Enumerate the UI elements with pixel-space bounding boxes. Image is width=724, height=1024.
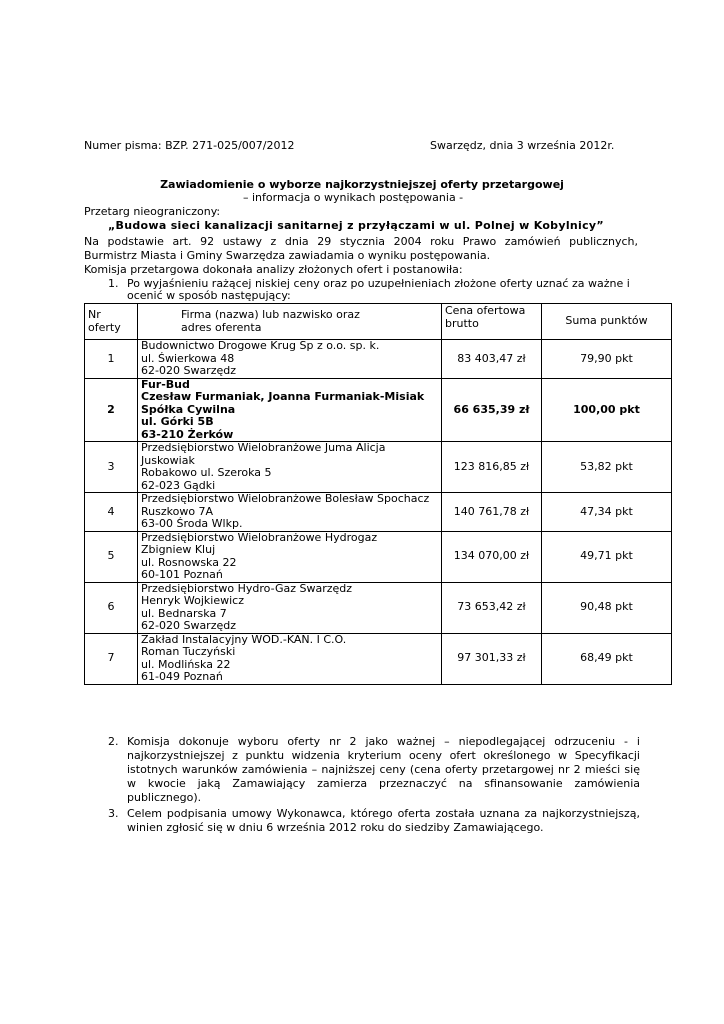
firm-line: 62-020 Swarzędz <box>141 364 236 377</box>
point-2-number: 2. <box>108 735 119 748</box>
row-points: 53,82 pkt <box>542 442 672 493</box>
firm-line: Fur-Bud <box>141 377 190 391</box>
row-price: 140 761,78 zł <box>442 493 542 532</box>
row-firm <box>138 582 442 633</box>
header-price-line-2: brutto <box>445 316 479 330</box>
firm-line: 62-020 Swarzędz <box>141 619 236 632</box>
row-nr: 6 <box>85 582 138 633</box>
header-price-line-1: Cena ofertowa <box>445 304 526 317</box>
header-nr-line-2: oferty <box>88 320 121 334</box>
firm-line: 60-101 Poznań <box>141 568 223 581</box>
tender-type: Przetarg nieograniczony: <box>84 205 221 218</box>
table-row <box>85 582 672 633</box>
table-row <box>85 442 672 493</box>
header-points: Suma punktów <box>542 304 672 340</box>
letter-number: Numer pisma: BZP. 271-025/007/2012 <box>84 139 295 152</box>
intro-line-3: Komisja przetargowa dokonała analizy złożonych ofert i postanowiła: <box>84 263 463 276</box>
header-firm-line-1: Firma (nazwa) lub nazwisko oraz <box>181 308 360 321</box>
intro-line-2: Burmistrz Miasta i Gminy Swarzędza zawiadamia o wyniku postępowania. <box>84 249 491 262</box>
row-price: 134 070,00 zł <box>442 531 542 582</box>
row-price: 66 635,39 zł <box>442 378 542 442</box>
firm-line: 63-210 Żerków <box>141 427 234 441</box>
point-3-text: Celem podpisania umowy Wykonawca, którego oferta została uznana za najkorzystniejszą, winien zgłosić się w dniu 6 września 2012 roku do siedziby Zamawiającego. <box>127 807 640 834</box>
point-2-text: Komisja dokonuje wyboru oferty nr 2 jako ważnej – niepodlegającej odrzuceniu - i najkorzystniejszej z punktu widzenia kryterium oceny ofert określonego w Specyfikacji istotnych warunków zamówienia – najniższej ceny (cena oferty przetargowej nr 2 mieści się w kwocie jaką Zamawiający zamierza przeznaczyć na sfinansowanie zamówienia publicznego). <box>127 735 640 804</box>
firm-line: Spółka Cywilna <box>141 402 236 416</box>
row-firm <box>138 442 442 493</box>
row-price: 97 301,33 zł <box>442 633 542 684</box>
header-firm <box>138 304 442 340</box>
row-points: 100,00 pkt <box>542 378 672 442</box>
row-price: 123 816,85 zł <box>442 442 542 493</box>
point-3-number: 3. <box>108 807 119 820</box>
row-points: 90,48 pkt <box>542 582 672 633</box>
header-price <box>442 304 542 340</box>
document-subtitle: – informacja o wynikach postępowania - <box>243 191 464 204</box>
firm-line: ul. Świerkowa 48 <box>141 351 235 365</box>
row-points: 79,90 pkt <box>542 340 672 379</box>
header-nr <box>85 304 138 340</box>
offers-table <box>84 303 672 685</box>
firm-line: ul. Górki 5B <box>141 415 214 428</box>
row-price: 73 653,42 zł <box>442 582 542 633</box>
table-row-selected <box>85 378 672 442</box>
table-row <box>85 493 672 532</box>
row-nr: 2 <box>85 378 138 442</box>
row-nr: 1 <box>85 340 138 379</box>
firm-line: ul. Rosnowska 22 <box>141 555 237 569</box>
firm-line: 63-00 Środa Wlkp. <box>141 517 243 530</box>
row-firm <box>138 493 442 532</box>
row-nr: 4 <box>85 493 138 532</box>
firm-line: 61-049 Poznań <box>141 670 223 683</box>
firm-line: Budownictwo Drogowe Krug Sp z o.o. sp. k. <box>141 339 380 352</box>
row-firm <box>138 633 442 684</box>
intro-line-1: Na podstawie art. 92 ustawy z dnia 29 stycznia 2004 roku Prawo zamówień publicznych, <box>84 235 638 248</box>
row-nr: 7 <box>85 633 138 684</box>
table-row <box>85 340 672 379</box>
firm-line: Henryk Wojkiewicz <box>141 594 244 607</box>
firm-line: Ruszkowo 7A <box>141 504 214 518</box>
header-nr-line-1: Nr <box>88 308 101 321</box>
row-firm <box>138 378 442 442</box>
row-points: 68,49 pkt <box>542 633 672 684</box>
point-1-number: 1. <box>108 277 119 290</box>
place-date: Swarzędz, dnia 3 września 2012r. <box>430 139 615 152</box>
firm-line: Zbigniew Kluj <box>141 543 216 556</box>
firm-line: Przedsiębiorstwo Wielobranżowe Juma Alicja <box>141 441 386 454</box>
firm-line: Przedsiębiorstwo Wielobranżowe Hydrogaz <box>141 530 378 544</box>
table-row <box>85 633 672 684</box>
row-nr: 3 <box>85 442 138 493</box>
firm-line: Przedsiębiorstwo Wielobranżowe Bolesław Spochacz <box>141 492 430 505</box>
row-points: 47,34 pkt <box>542 493 672 532</box>
row-price: 83 403,47 zł <box>442 340 542 379</box>
point-1-line-1: Po wyjaśnieniu rażącej niskiej ceny oraz po uzupełnieniach złożone oferty uznać za ważne i <box>127 277 630 290</box>
row-nr: 5 <box>85 531 138 582</box>
firm-line: ul. Modlińska 22 <box>141 657 231 671</box>
firm-line: Juskowiak <box>141 453 195 467</box>
table-row <box>85 531 672 582</box>
point-1-line-2: ocenić w sposób następujący: <box>127 289 291 302</box>
row-firm <box>138 340 442 379</box>
firm-line: ul. Bednarska 7 <box>141 606 227 620</box>
firm-line: Czesław Furmaniak, Joanna Furmaniak-Misiak <box>141 390 425 403</box>
row-firm <box>138 531 442 582</box>
firm-line: Roman Tuczyński <box>141 645 236 658</box>
table-header-row <box>85 304 672 340</box>
tender-name: „Budowa sieci kanalizacji sanitarnej z przyłączami w ul. Polnej w Kobylnicy” <box>108 219 604 232</box>
firm-line: 62-023 Gądki <box>141 478 216 492</box>
firm-line: Przedsiębiorstwo Hydro-Gaz Swarzędz <box>141 581 353 595</box>
header-firm-line-2: adres oferenta <box>181 320 262 334</box>
row-points: 49,71 pkt <box>542 531 672 582</box>
firm-line: Zakład Instalacyjny WOD.-KAN. I C.O. <box>141 632 347 646</box>
document-title: Zawiadomienie o wyborze najkorzystniejszej oferty przetargowej <box>160 178 564 191</box>
firm-line: Robakowo ul. Szeroka 5 <box>141 466 272 479</box>
